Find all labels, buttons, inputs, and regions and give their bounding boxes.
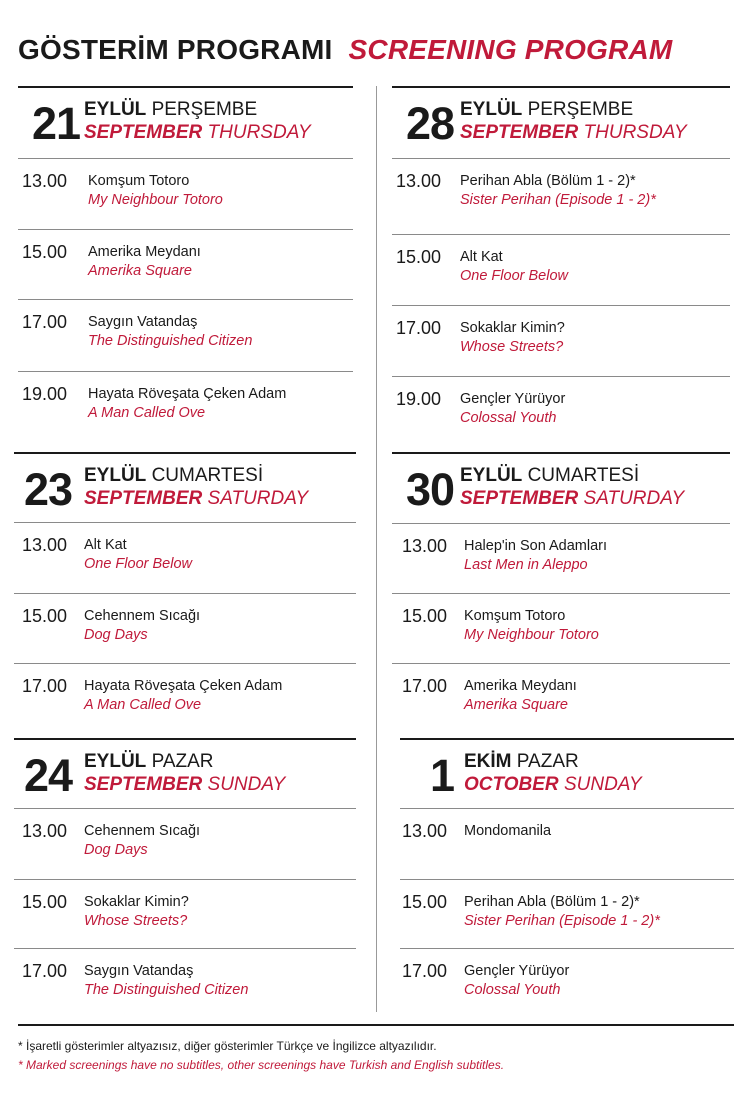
screening-time: 17.00 [22,676,68,696]
film-title-turkish: Cehennem Sıcağı [84,608,201,624]
day-date-english [84,121,311,145]
month-turkish: EKİM [464,751,512,772]
film-title-english: Whose Streets? [84,913,188,929]
screening-divider [392,305,730,306]
day-date-turkish [84,464,263,488]
column-divider [376,86,377,1012]
day-date-english [460,487,684,511]
day-number: 30 [405,464,454,515]
screening-time: 15.00 [22,606,68,626]
screening-time: 17.00 [402,676,448,696]
footnote-turkish: * İşaretli gösterimler altyazısız, diğer gösterimler Türkçe ve İngilizce altyazılıdır. [18,1039,437,1053]
screening-divider [18,371,353,372]
weekday-english: SUNDAY [563,774,642,795]
screening-divider [400,948,734,949]
film-title-turkish: Amerika Meydanı [464,678,577,694]
day-number: 23 [23,464,72,515]
screening-row [392,376,730,446]
month-turkish: EYLÜL [84,465,147,486]
footer-divider [18,1024,734,1026]
weekday-english: THURSDAY [583,122,687,143]
day-date-english [460,121,687,145]
screening-time: 17.00 [22,312,68,332]
film-title-turkish: Alt Kat [460,249,503,265]
screening-time: 17.00 [22,961,68,981]
page-header [18,34,738,74]
month-turkish: EYLÜL [460,465,523,486]
film-title-turkish: Perihan Abla (Bölüm 1 - 2)* [464,894,640,910]
screening-row [392,593,730,663]
film-title-turkish: Sokaklar Kimin? [460,320,565,336]
screening-row [14,522,356,592]
screening-divider [14,948,356,949]
weekday-turkish: PAZAR [516,751,579,772]
screening-time: 13.00 [396,171,442,191]
film-title-turkish: Halep'in Son Adamları [464,538,608,554]
screening-divider [14,593,356,594]
day-date-turkish [460,464,639,488]
film-title-english: Dog Days [84,842,148,858]
screening-time: 19.00 [22,384,68,404]
film-title-english: Colossal Youth [464,982,561,998]
screening-divider [18,158,353,159]
screening-row [392,523,730,593]
screening-row [392,663,730,733]
month-english: SEPTEMBER [460,122,579,143]
month-turkish: EYLÜL [84,99,147,120]
screening-time: 13.00 [22,821,68,841]
day-date-english [84,487,308,511]
day-date-turkish [84,98,257,122]
day-header [14,738,356,810]
weekday-english: SATURDAY [207,488,309,509]
film-title-turkish: Gençler Yürüyor [464,963,570,979]
film-title-english: Whose Streets? [460,339,564,355]
screening-divider [392,376,730,377]
film-title-english: The Distinguished Citizen [84,982,249,998]
month-english: OCTOBER [464,774,559,795]
screening-divider [392,523,730,524]
month-turkish: EYLÜL [460,99,523,120]
screening-time: 15.00 [22,242,68,262]
weekday-turkish: PERŞEMBE [151,99,258,120]
screening-row [18,229,353,299]
screening-divider [14,663,356,664]
screening-time: 17.00 [396,318,442,338]
film-title-english: Colossal Youth [460,410,557,426]
screening-divider [14,808,356,809]
screening-row [14,593,356,663]
weekday-english: SATURDAY [583,488,685,509]
film-title-turkish: Saygın Vatandaş [84,963,194,979]
film-title-turkish: Saygın Vatandaş [88,314,198,330]
day-header [392,86,730,158]
film-title-turkish: Mondomanila [464,823,552,839]
film-title-turkish: Hayata Röveşata Çeken Adam [88,386,287,402]
day-date-turkish [464,750,579,774]
day-date-english [464,773,642,797]
weekday-turkish: CUMARTESİ [527,465,640,486]
film-title-turkish: Amerika Meydanı [88,244,201,260]
screening-divider [18,229,353,230]
day-header [400,738,734,810]
screening-divider [392,234,730,235]
screening-divider [392,158,730,159]
screening-divider [18,299,353,300]
screening-divider [14,522,356,523]
footnote-english: * Marked screenings have no subtitles, other screenings have Turkish and English subtitles. [18,1058,505,1072]
weekday-turkish: PAZAR [151,751,214,772]
film-title-turkish: Komşum Totoro [88,173,190,189]
film-title-turkish: Gençler Yürüyor [460,391,566,407]
film-title-turkish: Hayata Röveşata Çeken Adam [84,678,283,694]
weekday-english: THURSDAY [207,122,311,143]
screening-time: 13.00 [402,821,448,841]
film-title-turkish: Alt Kat [84,537,127,553]
month-turkish: EYLÜL [84,751,147,772]
film-title-english: Last Men in Aleppo [464,557,588,573]
screening-row [18,299,353,369]
film-title-english: One Floor Below [84,556,192,572]
day-date-english [84,773,285,797]
film-title-english: My Neighbour Totoro [464,627,599,643]
film-title-english: Dog Days [84,627,148,643]
film-title-english: A Man Called Ove [84,697,202,713]
screening-time: 13.00 [22,171,68,191]
screening-time: 15.00 [402,892,448,912]
month-english: SEPTEMBER [84,774,203,795]
film-title-english: One Floor Below [460,268,568,284]
month-english: SEPTEMBER [460,488,579,509]
screening-divider [392,593,730,594]
title-english: SCREENING PROGRAM [348,34,673,65]
screening-divider [400,879,734,880]
month-english: SEPTEMBER [84,122,203,143]
day-header [14,452,356,524]
screening-row [18,158,353,228]
film-title-english: Amerika Square [464,697,568,713]
weekday-turkish: CUMARTESİ [151,465,264,486]
film-title-turkish: Sokaklar Kimin? [84,894,189,910]
film-title-english: A Man Called Ove [88,405,206,421]
screening-divider [400,808,734,809]
screening-time: 15.00 [402,606,448,626]
weekday-turkish: PERŞEMBE [527,99,634,120]
film-title-turkish: Perihan Abla (Bölüm 1 - 2)* [460,173,636,189]
screening-time: 13.00 [22,535,68,555]
screening-time: 19.00 [396,389,442,409]
film-title-english: Amerika Square [88,263,192,279]
screening-time: 13.00 [402,536,448,556]
screening-time: 17.00 [402,961,448,981]
screening-row [392,158,730,228]
day-date-turkish [460,98,633,122]
weekday-english: SUNDAY [207,774,286,795]
day-number: 28 [405,98,454,149]
day-number: 24 [23,750,72,801]
film-title-turkish: Komşum Totoro [464,608,566,624]
title-turkish: GÖSTERİM PROGRAMI [18,34,333,65]
day-header [392,452,730,524]
film-title-english: Sister Perihan (Episode 1 - 2)* [464,913,660,929]
screening-row [14,879,356,949]
film-title-turkish: Cehennem Sıcağı [84,823,201,839]
film-title-english: Sister Perihan (Episode 1 - 2)* [460,192,656,208]
screening-row [18,371,353,441]
screening-row [14,663,356,733]
screening-divider [392,663,730,664]
screening-row [392,234,730,304]
day-date-turkish [84,750,214,774]
day-number: 21 [31,98,80,149]
film-title-english: My Neighbour Totoro [88,192,223,208]
screening-time: 15.00 [22,892,68,912]
screening-row [400,879,734,949]
day-header [18,86,353,158]
screening-row [14,948,356,1018]
screening-divider [14,879,356,880]
month-english: SEPTEMBER [84,488,203,509]
screening-row [14,808,356,878]
screening-row [392,305,730,375]
film-title-english: The Distinguished Citizen [88,333,253,349]
screening-row [400,808,734,878]
screening-time: 15.00 [396,247,442,267]
day-number: 1 [429,750,454,801]
screening-row [400,948,734,1018]
